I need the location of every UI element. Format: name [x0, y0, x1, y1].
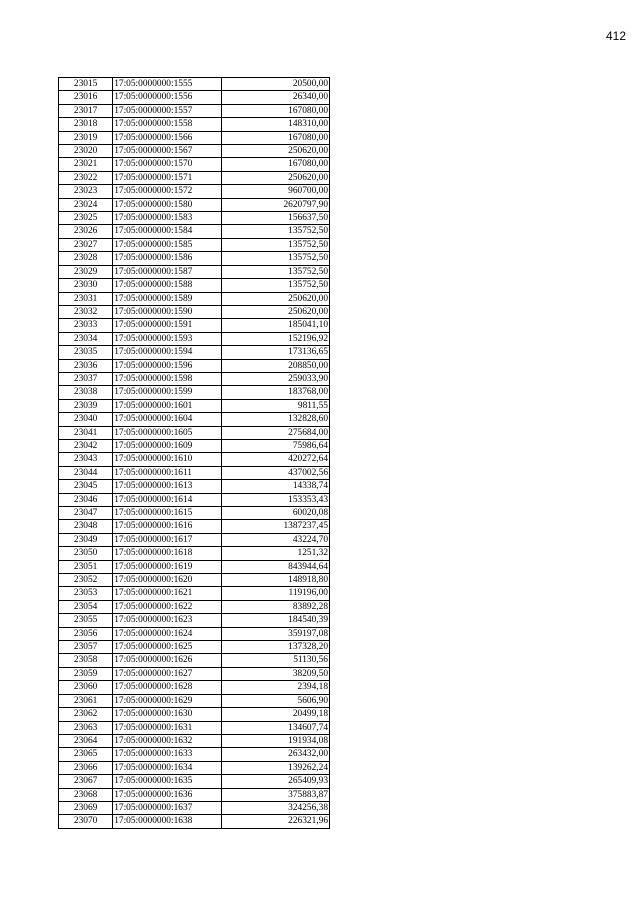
amount-cell: 167080,00 — [221, 158, 329, 171]
cadastral-number-cell: 17:05:0000000:1619 — [113, 560, 221, 573]
amount-cell: 208850,00 — [221, 359, 329, 372]
amount-cell: 5606,90 — [221, 694, 329, 707]
row-number-cell: 23042 — [59, 439, 113, 452]
table-row — [59, 761, 330, 774]
table-row — [59, 627, 330, 640]
amount-cell: 843944,64 — [221, 560, 329, 573]
amount-cell: 1251,32 — [221, 547, 329, 560]
row-number-cell: 23053 — [59, 587, 113, 600]
row-number-cell: 23027 — [59, 238, 113, 251]
row-number-cell: 23064 — [59, 734, 113, 747]
table-row — [59, 520, 330, 533]
cadastral-number-cell: 17:05:0000000:1609 — [113, 439, 221, 452]
cadastral-number-cell: 17:05:0000000:1627 — [113, 667, 221, 680]
cadastral-number-cell: 17:05:0000000:1571 — [113, 171, 221, 184]
row-number-cell: 23062 — [59, 708, 113, 721]
cadastral-number-cell: 17:05:0000000:1588 — [113, 279, 221, 292]
table-row — [59, 399, 330, 412]
table-row — [59, 78, 330, 91]
table-row — [59, 372, 330, 385]
table-row — [59, 748, 330, 761]
cadastral-number-cell: 17:05:0000000:1556 — [113, 91, 221, 104]
row-number-cell: 23028 — [59, 252, 113, 265]
row-number-cell: 23041 — [59, 426, 113, 439]
table-row — [59, 708, 330, 721]
cadastral-number-cell: 17:05:0000000:1567 — [113, 145, 221, 158]
row-number-cell: 23070 — [59, 815, 113, 828]
cadastral-number-cell: 17:05:0000000:1628 — [113, 681, 221, 694]
amount-cell: 184540,39 — [221, 614, 329, 627]
row-number-cell: 23016 — [59, 91, 113, 104]
row-number-cell: 23067 — [59, 775, 113, 788]
table-row — [59, 198, 330, 211]
row-number-cell: 23051 — [59, 560, 113, 573]
cadastral-number-cell: 17:05:0000000:1624 — [113, 627, 221, 640]
amount-cell: 250620,00 — [221, 171, 329, 184]
row-number-cell: 23034 — [59, 332, 113, 345]
table-row — [59, 453, 330, 466]
row-number-cell: 23060 — [59, 681, 113, 694]
table-row — [59, 681, 330, 694]
amount-cell: 324256,38 — [221, 801, 329, 814]
amount-cell: 135752,50 — [221, 279, 329, 292]
cadastral-number-cell: 17:05:0000000:1590 — [113, 305, 221, 318]
row-number-cell: 23061 — [59, 694, 113, 707]
cadastral-number-cell: 17:05:0000000:1599 — [113, 386, 221, 399]
table-row — [59, 507, 330, 520]
table-row — [59, 641, 330, 654]
cadastral-number-cell: 17:05:0000000:1604 — [113, 413, 221, 426]
row-number-cell: 23025 — [59, 212, 113, 225]
table-row — [59, 91, 330, 104]
amount-cell: 20500,00 — [221, 78, 329, 91]
row-number-cell: 23054 — [59, 600, 113, 613]
row-number-cell: 23022 — [59, 171, 113, 184]
amount-cell: 183768,00 — [221, 386, 329, 399]
table-row — [59, 801, 330, 814]
amount-cell: 2620797,90 — [221, 198, 329, 211]
amount-cell: 119196,00 — [221, 587, 329, 600]
table-row — [59, 413, 330, 426]
row-number-cell: 23017 — [59, 104, 113, 117]
amount-cell: 135752,50 — [221, 252, 329, 265]
cadastral-number-cell: 17:05:0000000:1626 — [113, 654, 221, 667]
amount-cell: 275684,00 — [221, 426, 329, 439]
row-number-cell: 23035 — [59, 346, 113, 359]
table-row — [59, 547, 330, 560]
cadastral-number-cell: 17:05:0000000:1601 — [113, 399, 221, 412]
table-row — [59, 158, 330, 171]
amount-cell: 250620,00 — [221, 145, 329, 158]
amount-cell: 259033,90 — [221, 372, 329, 385]
row-number-cell: 23043 — [59, 453, 113, 466]
table-row — [59, 734, 330, 747]
amount-cell: 135752,50 — [221, 238, 329, 251]
cadastral-number-cell: 17:05:0000000:1589 — [113, 292, 221, 305]
row-number-cell: 23066 — [59, 761, 113, 774]
cadastral-number-cell: 17:05:0000000:1629 — [113, 694, 221, 707]
amount-cell: 51130,56 — [221, 654, 329, 667]
amount-cell: 148918,80 — [221, 574, 329, 587]
cadastral-number-cell: 17:05:0000000:1572 — [113, 185, 221, 198]
table-row — [59, 574, 330, 587]
amount-cell: 132828,60 — [221, 413, 329, 426]
table-row — [59, 359, 330, 372]
cadastral-number-cell: 17:05:0000000:1555 — [113, 78, 221, 91]
amount-cell: 263432,00 — [221, 748, 329, 761]
cadastral-number-cell: 17:05:0000000:1632 — [113, 734, 221, 747]
cadastral-number-cell: 17:05:0000000:1557 — [113, 104, 221, 117]
cadastral-number-cell: 17:05:0000000:1637 — [113, 801, 221, 814]
row-number-cell: 23049 — [59, 533, 113, 546]
table-row — [59, 533, 330, 546]
cadastral-number-cell: 17:05:0000000:1566 — [113, 131, 221, 144]
row-number-cell: 23019 — [59, 131, 113, 144]
page-number: 412 — [605, 29, 626, 43]
row-number-cell: 23024 — [59, 198, 113, 211]
amount-cell: 43224,70 — [221, 533, 329, 546]
amount-cell: 134607,74 — [221, 721, 329, 734]
cadastral-number-cell: 17:05:0000000:1610 — [113, 453, 221, 466]
row-number-cell: 23065 — [59, 748, 113, 761]
cadastral-number-cell: 17:05:0000000:1583 — [113, 212, 221, 225]
amount-cell: 375883,87 — [221, 788, 329, 801]
table-row — [59, 439, 330, 452]
data-table — [58, 77, 330, 829]
row-number-cell: 23018 — [59, 118, 113, 131]
amount-cell: 265409,93 — [221, 775, 329, 788]
amount-cell: 2394,18 — [221, 681, 329, 694]
table-row — [59, 238, 330, 251]
cadastral-number-cell: 17:05:0000000:1622 — [113, 600, 221, 613]
table-row — [59, 466, 330, 479]
row-number-cell: 23036 — [59, 359, 113, 372]
table-row — [59, 587, 330, 600]
amount-cell: 167080,00 — [221, 131, 329, 144]
table-row — [59, 185, 330, 198]
amount-cell: 137328,20 — [221, 641, 329, 654]
table-row — [59, 145, 330, 158]
table-row — [59, 560, 330, 573]
table-row — [59, 131, 330, 144]
table-row — [59, 815, 330, 828]
amount-cell: 226321,96 — [221, 815, 329, 828]
table-row — [59, 171, 330, 184]
cadastral-number-cell: 17:05:0000000:1594 — [113, 346, 221, 359]
amount-cell: 185041,10 — [221, 319, 329, 332]
amount-cell: 359197,08 — [221, 627, 329, 640]
row-number-cell: 23048 — [59, 520, 113, 533]
cadastral-number-cell: 17:05:0000000:1620 — [113, 574, 221, 587]
row-number-cell: 23040 — [59, 413, 113, 426]
row-number-cell: 23037 — [59, 372, 113, 385]
amount-cell: 38209,50 — [221, 667, 329, 680]
table-row — [59, 279, 330, 292]
cadastral-number-cell: 17:05:0000000:1613 — [113, 480, 221, 493]
row-number-cell: 23015 — [59, 78, 113, 91]
cadastral-number-cell: 17:05:0000000:1623 — [113, 614, 221, 627]
row-number-cell: 23068 — [59, 788, 113, 801]
row-number-cell: 23050 — [59, 547, 113, 560]
cadastral-number-cell: 17:05:0000000:1611 — [113, 466, 221, 479]
cadastral-number-cell: 17:05:0000000:1638 — [113, 815, 221, 828]
cadastral-number-cell: 17:05:0000000:1621 — [113, 587, 221, 600]
cadastral-number-cell: 17:05:0000000:1587 — [113, 265, 221, 278]
table-row — [59, 305, 330, 318]
cadastral-number-cell: 17:05:0000000:1616 — [113, 520, 221, 533]
cadastral-number-cell: 17:05:0000000:1614 — [113, 493, 221, 506]
table-row — [59, 600, 330, 613]
row-number-cell: 23032 — [59, 305, 113, 318]
row-number-cell: 23033 — [59, 319, 113, 332]
row-number-cell: 23069 — [59, 801, 113, 814]
row-number-cell: 23063 — [59, 721, 113, 734]
amount-cell: 83892,28 — [221, 600, 329, 613]
row-number-cell: 23023 — [59, 185, 113, 198]
row-number-cell: 23031 — [59, 292, 113, 305]
cadastral-number-cell: 17:05:0000000:1598 — [113, 372, 221, 385]
amount-cell: 191934,08 — [221, 734, 329, 747]
table-row — [59, 614, 330, 627]
amount-cell: 420272,64 — [221, 453, 329, 466]
table-row — [59, 292, 330, 305]
table-row — [59, 252, 330, 265]
amount-cell: 139262,24 — [221, 761, 329, 774]
table-row — [59, 480, 330, 493]
row-number-cell: 23038 — [59, 386, 113, 399]
table-row — [59, 332, 330, 345]
row-number-cell: 23030 — [59, 279, 113, 292]
amount-cell: 14338,74 — [221, 480, 329, 493]
cadastral-number-cell: 17:05:0000000:1625 — [113, 641, 221, 654]
table-row — [59, 386, 330, 399]
table-row — [59, 654, 330, 667]
row-number-cell: 23044 — [59, 466, 113, 479]
row-number-cell: 23056 — [59, 627, 113, 640]
cadastral-number-cell: 17:05:0000000:1570 — [113, 158, 221, 171]
row-number-cell: 23045 — [59, 480, 113, 493]
amount-cell: 156637,50 — [221, 212, 329, 225]
row-number-cell: 23021 — [59, 158, 113, 171]
table-row — [59, 212, 330, 225]
cadastral-number-cell: 17:05:0000000:1630 — [113, 708, 221, 721]
table-row — [59, 493, 330, 506]
table-row — [59, 225, 330, 238]
amount-cell: 26340,00 — [221, 91, 329, 104]
cadastral-number-cell: 17:05:0000000:1633 — [113, 748, 221, 761]
table-row — [59, 118, 330, 131]
cadastral-number-cell: 17:05:0000000:1618 — [113, 547, 221, 560]
amount-cell: 173136,65 — [221, 346, 329, 359]
cadastral-number-cell: 17:05:0000000:1584 — [113, 225, 221, 238]
row-number-cell: 23057 — [59, 641, 113, 654]
amount-cell: 20499,18 — [221, 708, 329, 721]
table-row — [59, 426, 330, 439]
row-number-cell: 23046 — [59, 493, 113, 506]
amount-cell: 152196,92 — [221, 332, 329, 345]
amount-cell: 9811,55 — [221, 399, 329, 412]
table-row — [59, 319, 330, 332]
row-number-cell: 23052 — [59, 574, 113, 587]
table-row — [59, 667, 330, 680]
table-row — [59, 775, 330, 788]
amount-cell: 148310,00 — [221, 118, 329, 131]
amount-cell: 167080,00 — [221, 104, 329, 117]
cadastral-number-cell: 17:05:0000000:1586 — [113, 252, 221, 265]
row-number-cell: 23026 — [59, 225, 113, 238]
table-row — [59, 265, 330, 278]
table-row — [59, 788, 330, 801]
amount-cell: 250620,00 — [221, 305, 329, 318]
amount-cell: 135752,50 — [221, 265, 329, 278]
cadastral-number-cell: 17:05:0000000:1636 — [113, 788, 221, 801]
cadastral-number-cell: 17:05:0000000:1593 — [113, 332, 221, 345]
amount-cell: 75986,64 — [221, 439, 329, 452]
amount-cell: 1387237,45 — [221, 520, 329, 533]
amount-cell: 153353,43 — [221, 493, 329, 506]
cadastral-number-cell: 17:05:0000000:1605 — [113, 426, 221, 439]
table-body — [59, 78, 330, 829]
table-row — [59, 104, 330, 117]
row-number-cell: 23055 — [59, 614, 113, 627]
row-number-cell: 23047 — [59, 507, 113, 520]
table-row — [59, 694, 330, 707]
cadastral-number-cell: 17:05:0000000:1635 — [113, 775, 221, 788]
row-number-cell: 23058 — [59, 654, 113, 667]
amount-cell: 135752,50 — [221, 225, 329, 238]
cadastral-number-cell: 17:05:0000000:1585 — [113, 238, 221, 251]
cadastral-number-cell: 17:05:0000000:1617 — [113, 533, 221, 546]
cadastral-number-cell: 17:05:0000000:1615 — [113, 507, 221, 520]
row-number-cell: 23039 — [59, 399, 113, 412]
table-row — [59, 346, 330, 359]
row-number-cell: 23029 — [59, 265, 113, 278]
amount-cell: 250620,00 — [221, 292, 329, 305]
amount-cell: 960700,00 — [221, 185, 329, 198]
cadastral-number-cell: 17:05:0000000:1591 — [113, 319, 221, 332]
table-row — [59, 721, 330, 734]
row-number-cell: 23059 — [59, 667, 113, 680]
amount-cell: 437002,56 — [221, 466, 329, 479]
cadastral-number-cell: 17:05:0000000:1631 — [113, 721, 221, 734]
amount-cell: 60020,08 — [221, 507, 329, 520]
cadastral-number-cell: 17:05:0000000:1634 — [113, 761, 221, 774]
cadastral-number-cell: 17:05:0000000:1580 — [113, 198, 221, 211]
cadastral-number-cell: 17:05:0000000:1558 — [113, 118, 221, 131]
row-number-cell: 23020 — [59, 145, 113, 158]
cadastral-number-cell: 17:05:0000000:1596 — [113, 359, 221, 372]
